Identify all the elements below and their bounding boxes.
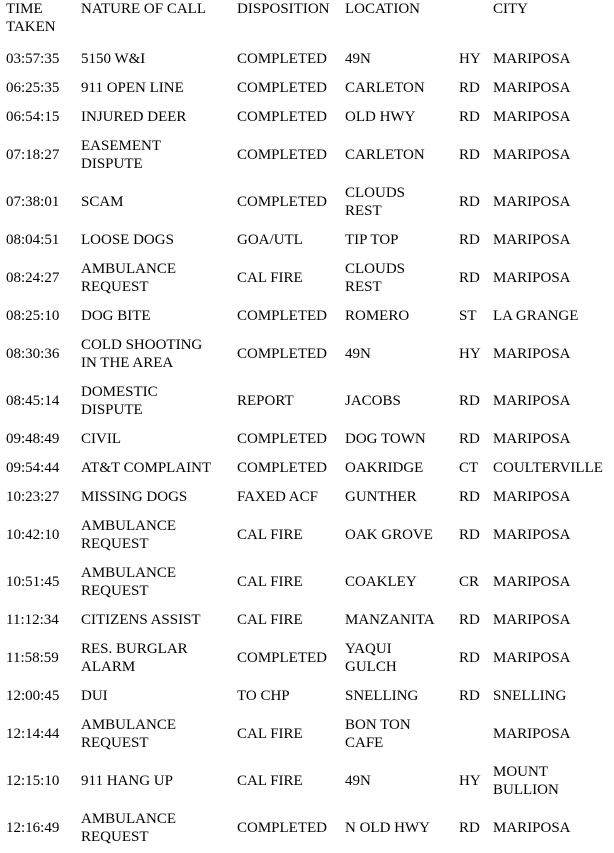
cell-disposition: REPORT [237, 392, 294, 409]
cell-nature-of-call: MISSING DOGS [81, 488, 188, 505]
cell-city: MARIPOSA [493, 79, 571, 96]
cell-street-suffix: RD [459, 108, 480, 125]
cell-city: MOUNT BULLION [493, 763, 559, 798]
cell-nature-of-call: RES. BURGLAR ALARM [81, 640, 188, 675]
cell-location: ROMERO [345, 307, 410, 324]
cell-street-suffix: RD [459, 193, 480, 210]
table-row [0, 511, 614, 558]
cell-time-taken: 12:00:45 [6, 687, 60, 704]
table-row [0, 301, 614, 330]
cell-location: BON TON CAFE [345, 716, 411, 751]
cell-street-suffix: RD [459, 79, 480, 96]
cell-disposition: COMPLETED [237, 108, 327, 125]
table-row [0, 681, 614, 710]
cell-city: MARIPOSA [493, 430, 571, 447]
cell-nature-of-call: LOOSE DOGS [81, 231, 174, 248]
table-header [0, 0, 614, 44]
cell-city: MARIPOSA [493, 108, 571, 125]
table-row [0, 605, 614, 634]
cell-disposition: CAL FIRE [237, 526, 303, 543]
cell-location: SNELLING [345, 687, 419, 704]
cell-nature-of-call: AMBULANCE REQUEST [81, 716, 177, 751]
cell-time-taken: 06:25:35 [6, 79, 60, 96]
cell-city: SNELLING [493, 687, 567, 704]
cell-time-taken: 10:42:10 [6, 526, 60, 543]
cell-time-taken: 03:57:35 [6, 50, 60, 67]
cell-street-suffix: RD [459, 649, 480, 666]
cell-time-taken: 06:54:15 [6, 108, 60, 125]
cell-city: LA GRANGE [493, 307, 579, 324]
cell-location: CLOUDS REST [345, 184, 406, 219]
cell-time-taken: 08:45:14 [6, 392, 60, 409]
cell-time-taken: 09:54:44 [6, 459, 60, 476]
cell-nature-of-call: DOMESTIC DISPUTE [81, 383, 158, 418]
cell-location: CARLETON [345, 146, 425, 163]
table-body [0, 44, 614, 851]
table-row [0, 73, 614, 102]
table-row [0, 424, 614, 453]
cell-nature-of-call: CITIZENS ASSIST [81, 611, 201, 628]
cell-street-suffix [459, 710, 493, 757]
header-street-suffix [459, 0, 493, 44]
cell-location: TIP TOP [345, 231, 399, 248]
cell-location: 49N [345, 345, 371, 362]
cell-nature-of-call: DUI [81, 687, 108, 704]
cell-disposition: TO CHP [237, 687, 290, 704]
cell-nature-of-call: AT&T COMPLAINT [81, 459, 212, 476]
table-row [0, 254, 614, 301]
cell-street-suffix: RD [459, 611, 480, 628]
cell-time-taken: 08:25:10 [6, 307, 60, 324]
cell-location: N OLD HWY [345, 819, 430, 836]
cell-disposition: COMPLETED [237, 345, 327, 362]
cell-location: OLD HWY [345, 108, 416, 125]
header-city: CITY [493, 1, 528, 17]
cell-time-taken: 11:12:34 [6, 611, 59, 628]
cell-city: MARIPOSA [493, 526, 571, 543]
cell-location: OAK GROVE [345, 526, 433, 543]
table-row [0, 330, 614, 377]
cell-city: MARIPOSA [493, 146, 571, 163]
cell-disposition: COMPLETED [237, 50, 327, 67]
cell-street-suffix: RD [459, 269, 480, 286]
header-row [0, 0, 614, 44]
cell-city: COULTERVILLE [493, 459, 603, 476]
cell-city: MARIPOSA [493, 345, 571, 362]
cell-city: MARIPOSA [493, 231, 571, 248]
cell-location: OAKRIDGE [345, 459, 424, 476]
cell-disposition: FAXED ACF [237, 488, 318, 505]
cell-location: GUNTHER [345, 488, 417, 505]
cell-street-suffix: RD [459, 819, 480, 836]
cell-time-taken: 11:58:59 [6, 649, 59, 666]
cell-nature-of-call: 911 HANG UP [81, 772, 173, 789]
cell-time-taken: 08:04:51 [6, 231, 60, 248]
cell-disposition: CAL FIRE [237, 725, 303, 742]
cell-street-suffix: RD [459, 231, 480, 248]
cell-street-suffix: RD [459, 687, 480, 704]
cell-city: MARIPOSA [493, 649, 571, 666]
cell-street-suffix: ST [459, 307, 477, 324]
table-row [0, 44, 614, 73]
cell-disposition: GOA/UTL [237, 231, 303, 248]
cell-time-taken: 12:16:49 [6, 819, 60, 836]
cell-city: MARIPOSA [493, 392, 571, 409]
cell-disposition: COMPLETED [237, 79, 327, 96]
cell-disposition: COMPLETED [237, 430, 327, 447]
table-row [0, 377, 614, 424]
header-location: LOCATION [345, 1, 420, 17]
cell-disposition: COMPLETED [237, 649, 327, 666]
cell-city: MARIPOSA [493, 573, 571, 590]
cell-street-suffix: RD [459, 146, 480, 163]
cell-time-taken: 12:15:10 [6, 772, 60, 789]
table-row [0, 453, 614, 482]
header-nature-of-call: NATURE OF CALL [81, 1, 207, 17]
cell-city: MARIPOSA [493, 488, 571, 505]
cell-location: DOG TOWN [345, 430, 426, 447]
cell-disposition: COMPLETED [237, 459, 327, 476]
cell-time-taken: 08:24:27 [6, 269, 60, 286]
cell-location: CLOUDS REST [345, 260, 406, 295]
table-row [0, 710, 614, 757]
cell-city: MARIPOSA [493, 193, 571, 210]
cell-disposition: CAL FIRE [237, 573, 303, 590]
cell-city: MARIPOSA [493, 611, 571, 628]
cell-nature-of-call: COLD SHOOTING IN THE AREA [81, 336, 203, 371]
cell-nature-of-call: AMBULANCE REQUEST [81, 810, 177, 845]
table-row [0, 131, 614, 178]
table-row [0, 102, 614, 131]
cell-nature-of-call: INJURED DEER [81, 108, 187, 125]
cell-location: 49N [345, 772, 371, 789]
cell-location: JACOBS [345, 392, 401, 409]
cell-time-taken: 09:48:49 [6, 430, 60, 447]
cell-street-suffix: HY [459, 345, 481, 362]
table-row [0, 178, 614, 225]
table-row [0, 482, 614, 511]
cell-disposition: COMPLETED [237, 307, 327, 324]
header-disposition: DISPOSITION [237, 1, 330, 17]
table-row [0, 634, 614, 681]
cell-nature-of-call: AMBULANCE REQUEST [81, 564, 177, 599]
cell-street-suffix: RD [459, 430, 480, 447]
cell-street-suffix: RD [459, 488, 480, 505]
cell-street-suffix: RD [459, 392, 480, 409]
cell-nature-of-call: AMBULANCE REQUEST [81, 260, 177, 295]
cell-nature-of-call: EASEMENT DISPUTE [81, 137, 161, 172]
cell-disposition: CAL FIRE [237, 611, 303, 628]
cell-time-taken: 08:30:36 [6, 345, 60, 362]
cell-street-suffix: RD [459, 526, 480, 543]
table-row [0, 757, 614, 804]
cell-street-suffix: HY [459, 772, 481, 789]
table-row [0, 225, 614, 254]
cell-disposition: COMPLETED [237, 819, 327, 836]
cell-city: MARIPOSA [493, 819, 571, 836]
cell-location: MANZANITA [345, 611, 435, 628]
cell-disposition: COMPLETED [237, 193, 327, 210]
cell-location: COAKLEY [345, 573, 417, 590]
cell-nature-of-call: CIVIL [81, 430, 121, 447]
header-time-taken: TIME TAKEN [6, 1, 56, 35]
cell-street-suffix: CT [459, 459, 479, 476]
cell-city: MARIPOSA [493, 725, 571, 742]
cell-disposition: CAL FIRE [237, 772, 303, 789]
cell-nature-of-call: AMBULANCE REQUEST [81, 517, 177, 552]
cell-time-taken: 07:18:27 [6, 146, 60, 163]
cell-disposition: CAL FIRE [237, 269, 303, 286]
cell-city: MARIPOSA [493, 50, 571, 67]
cell-time-taken: 12:14:44 [6, 725, 60, 742]
cell-nature-of-call: SCAM [81, 193, 124, 210]
cell-street-suffix: CR [459, 573, 480, 590]
cell-time-taken: 07:38:01 [6, 193, 60, 210]
table-row [0, 804, 614, 851]
cell-time-taken: 10:51:45 [6, 573, 60, 590]
cell-street-suffix: HY [459, 50, 481, 67]
cell-time-taken: 10:23:27 [6, 488, 60, 505]
cell-location: CARLETON [345, 79, 425, 96]
cell-location: YAQUI GULCH [345, 640, 397, 675]
cell-nature-of-call: 911 OPEN LINE [81, 79, 184, 96]
cell-nature-of-call: DOG BITE [81, 307, 151, 324]
cell-city: MARIPOSA [493, 269, 571, 286]
table-row [0, 558, 614, 605]
cell-nature-of-call: 5150 W&I [81, 50, 146, 67]
cell-disposition: COMPLETED [237, 146, 327, 163]
cell-location: 49N [345, 50, 371, 67]
